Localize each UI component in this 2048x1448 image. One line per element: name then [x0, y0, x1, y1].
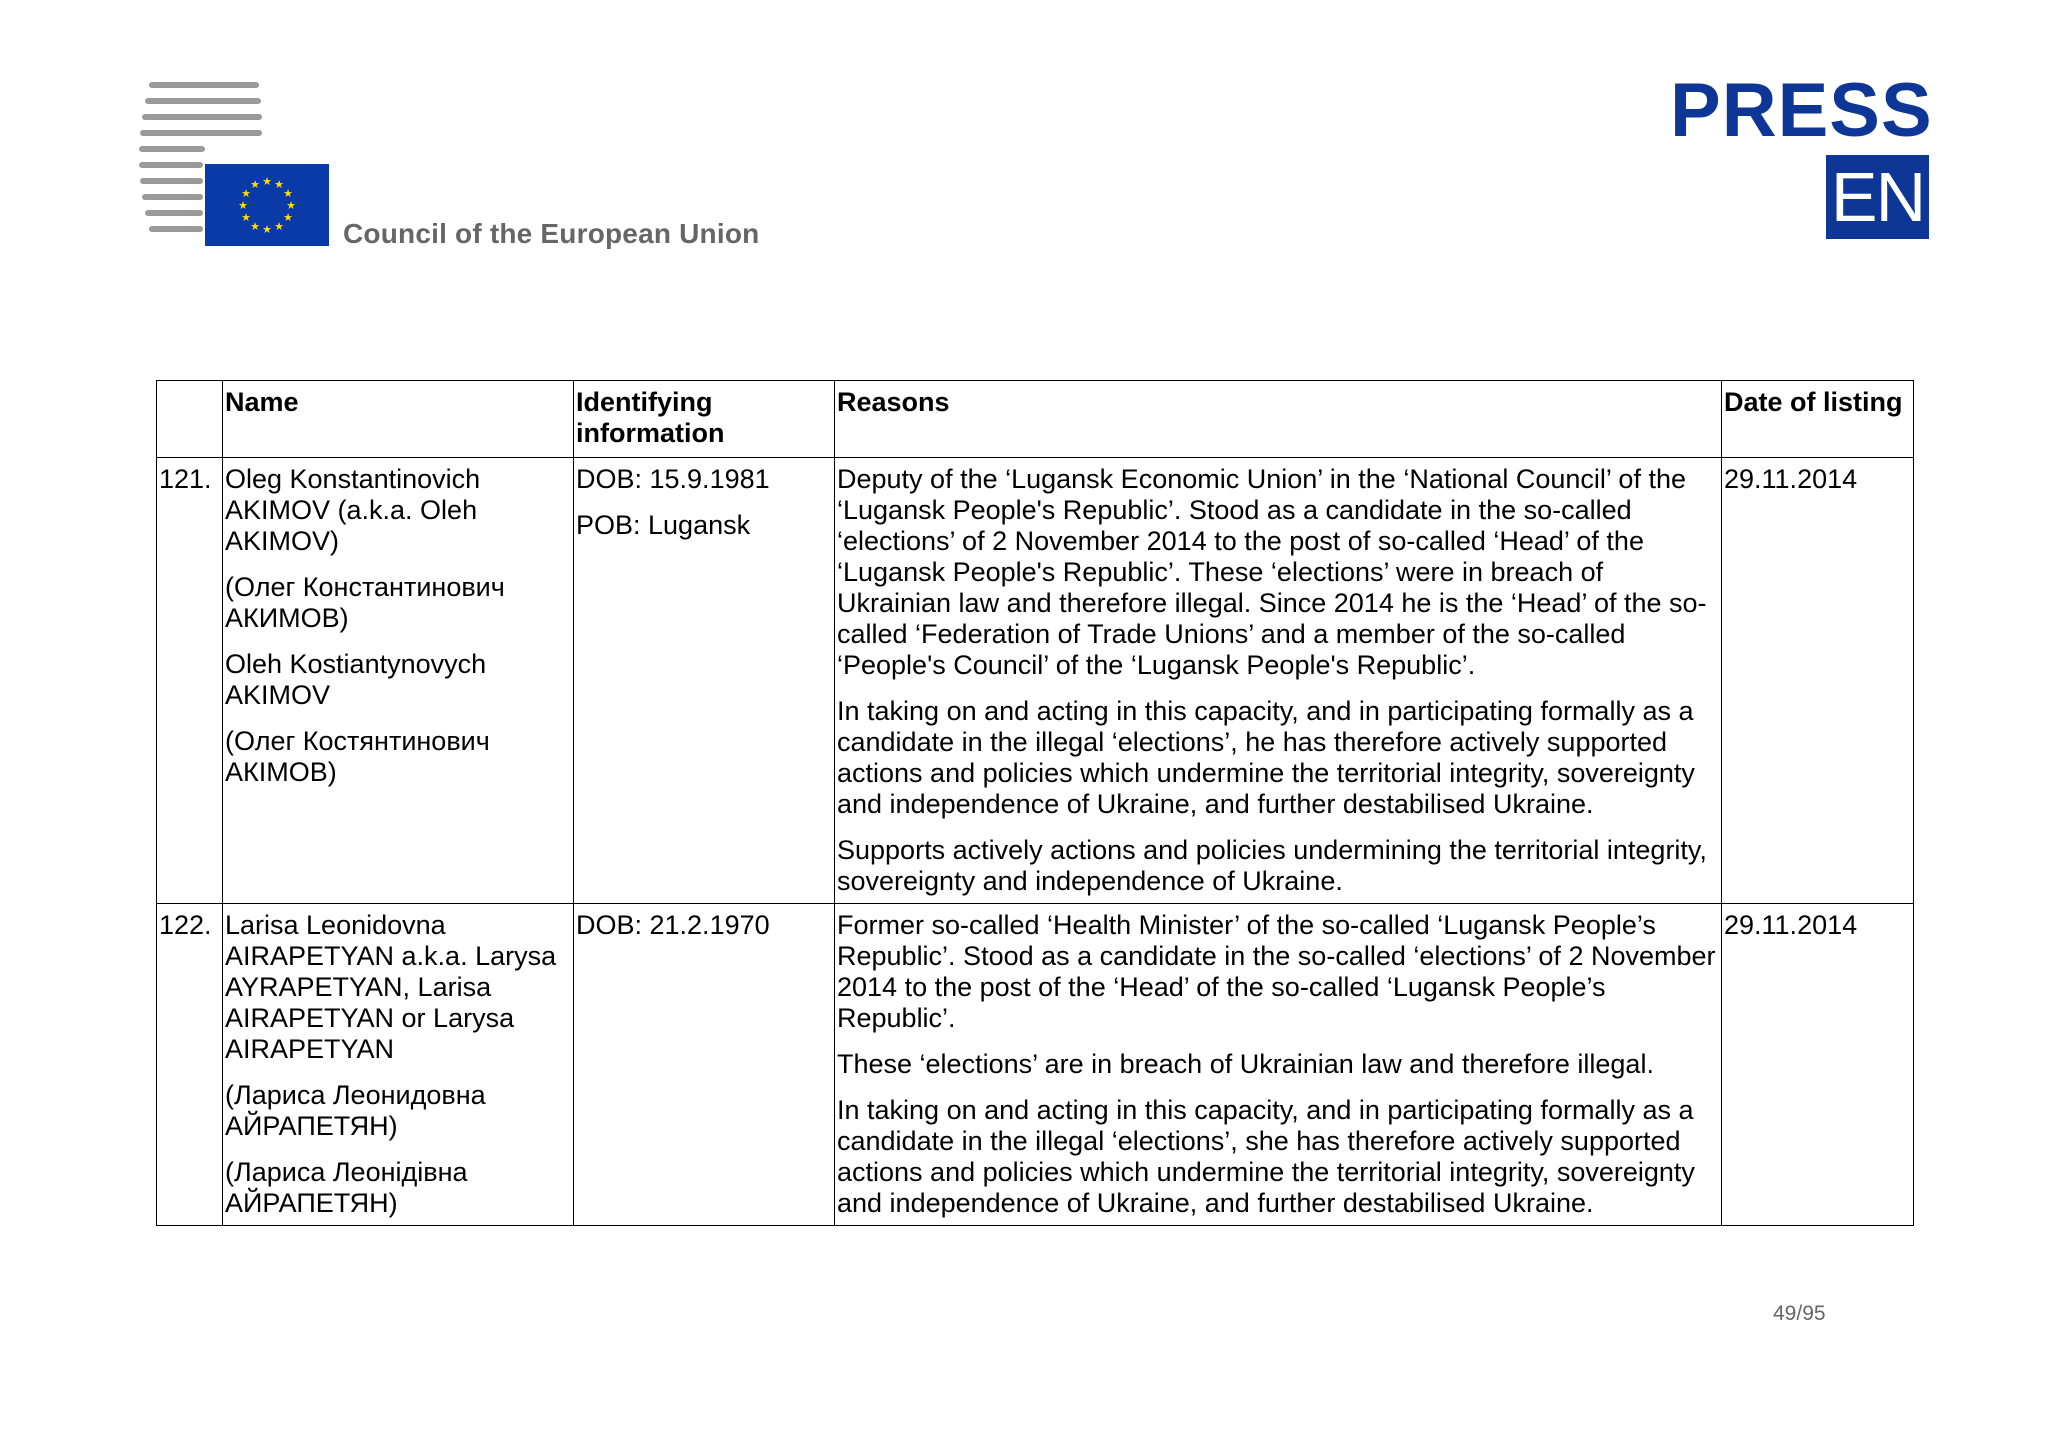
- svg-text:★: ★: [274, 178, 284, 191]
- svg-text:★: ★: [250, 178, 260, 191]
- svg-text:★: ★: [286, 199, 296, 212]
- table-header-row: [157, 381, 1914, 458]
- name-cell: [223, 904, 574, 1226]
- svg-text:★: ★: [241, 187, 251, 200]
- council-logo: [139, 82, 329, 246]
- identifying-entry: DOB: 15.9.1981: [576, 464, 770, 494]
- name-entry: (Олег Костянтинович АКІМОВ): [225, 726, 490, 787]
- language-badge: EN: [1826, 155, 1929, 239]
- header-number: [157, 381, 223, 458]
- reason-paragraph: In taking on and acting in this capacity, and in participating formally as a candidate in the illegal ‘elections’, she has therefore actively supported actions and policies which undermine the territorial integrity, sovereignty and independence of Ukraine, and further destabilised Ukraine.: [837, 1095, 1695, 1218]
- table-row: [157, 904, 1914, 1226]
- date-of-listing-cell: 29.11.2014: [1722, 458, 1914, 904]
- svg-text:★: ★: [238, 199, 248, 212]
- reason-paragraph: Supports actively actions and policies undermining the territorial integrity, sovereignty and independence of Ukraine.: [837, 835, 1707, 896]
- sanctions-listing-table: [156, 380, 1914, 1226]
- svg-text:★: ★: [262, 175, 272, 188]
- name-entry: Oleh Kostiantynovych AKIMOV: [225, 649, 487, 710]
- identifying-cell: [574, 904, 835, 1226]
- reason-paragraph: These ‘elections’ are in breach of Ukrainian law and therefore illegal.: [837, 1049, 1654, 1079]
- svg-text:★: ★: [250, 220, 260, 233]
- page-number: 49/95: [1773, 1302, 1826, 1325]
- name-cell: [223, 458, 574, 904]
- reasons-cell: [835, 904, 1722, 1226]
- reason-paragraph: Former so-called ‘Health Minister’ of the so-called ‘Lugansk People’s Republic’. Stood as a candidate in the so-called ‘elections’ of 2 November 2014 to the post of the ‘Head’ of the so-called ‘Lugansk People’s Republic’.: [837, 910, 1716, 1033]
- name-entry: Oleg Konstantinovich AKIMOV (a.k.a. Oleh AKIMOV): [225, 464, 481, 556]
- reasons-cell: [835, 458, 1722, 904]
- name-entry: (Олег Константинович АКИМОВ): [225, 572, 505, 633]
- table-row: [157, 458, 1914, 904]
- row-number: 122.: [157, 904, 223, 1226]
- svg-text:★: ★: [283, 211, 293, 224]
- organization-name: Council of the European Union: [343, 218, 760, 249]
- svg-text:★: ★: [283, 187, 293, 200]
- identifying-cell: [574, 458, 835, 904]
- press-label: PRESS: [1670, 68, 1933, 153]
- svg-text:★: ★: [274, 220, 284, 233]
- row-number: 121.: [157, 458, 223, 904]
- name-entry: (Лариса Леонідівна АЙРАПЕТЯН): [225, 1157, 468, 1218]
- header-name: Name: [223, 381, 574, 458]
- header-identifying-information: Identifying information: [574, 381, 835, 458]
- name-entry: Larisa Leonidovna AIRAPETYAN a.k.a. Larysa AYRAPETYAN, Larisa AIRAPETYAN or Larysa AIRAPETYAN: [225, 910, 557, 1064]
- identifying-entry: DOB: 21.2.1970: [576, 910, 770, 940]
- header-date-of-listing: Date of listing: [1722, 381, 1914, 458]
- svg-text:★: ★: [241, 211, 251, 224]
- reason-paragraph: Deputy of the ‘Lugansk Economic Union’ in the ‘National Council’ of the ‘Lugansk People's Republic’. Stood as a candidate in the so-called ‘elections’ of 2 November 2014 to the post of so-called ‘Head’ of the ‘Lugansk People's Republic’. These ‘elections’ were in breach of Ukrainian law and therefore illegal. Since 2014 he is the ‘Head’ of the so-called ‘Federation of Trade Unions’ and a member of the so-called ‘People's Council’ of the ‘Lugansk People's Republic’.: [837, 464, 1707, 680]
- svg-text:★: ★: [262, 223, 272, 236]
- reason-paragraph: In taking on and acting in this capacity, and in participating formally as a candidate in the illegal ‘elections’, he has therefore actively supported actions and policies which undermine the territorial integrity, sovereignty and independence of Ukraine, and further destabilised Ukraine.: [837, 696, 1695, 819]
- council-building-icon: [139, 82, 329, 246]
- eu-flag-icon: [205, 164, 329, 246]
- identifying-entry: POB: Lugansk: [576, 510, 751, 540]
- date-of-listing-cell: 29.11.2014: [1722, 904, 1914, 1226]
- header-reasons: Reasons: [835, 381, 1722, 458]
- name-entry: (Лариса Леонидовна АЙРАПЕТЯН): [225, 1080, 486, 1141]
